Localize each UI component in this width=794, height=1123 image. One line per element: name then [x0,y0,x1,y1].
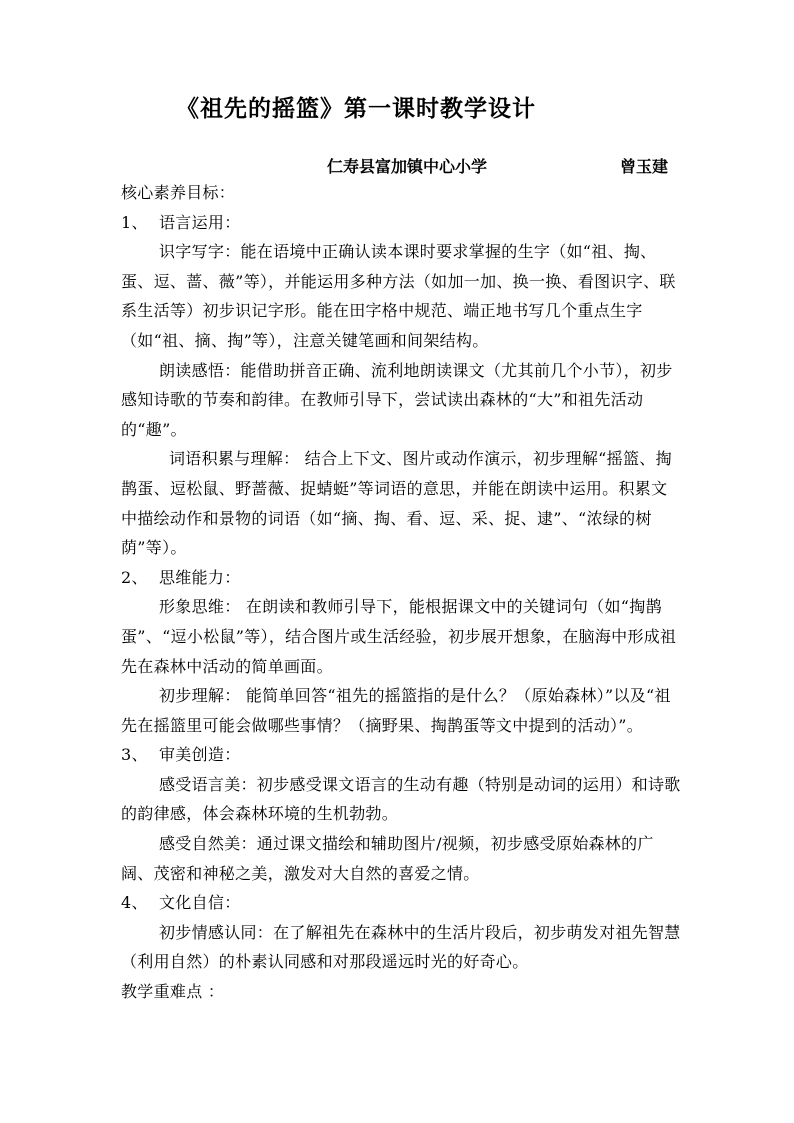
paragraph: 感受自然美：通过课文描绘和辅助图片/视频，初步感受原始森林的广阔、茂密和神秘之美，激发对大自然的喜爱之情。 [121,834,654,883]
section-heading [121,208,681,238]
paragraph: 朗读感悟：能借助拼音正确、流利地朗读课文（尤其前几个小节），初步感知诗歌的节奏和韵律。在教师引导下，尝试读出森林的“大”和祖先活动的“趣”。 [121,360,673,439]
section-heading [121,563,681,593]
section-title: 文化自信： [159,893,241,913]
section-number: 4、 [121,893,148,913]
section-heading [121,740,681,770]
section-number: 2、 [121,567,148,587]
document-title: 《祖先的摇篮》第一课时教学设计 [176,95,536,122]
section-title: 思维能力： [159,567,241,587]
paragraph: 初步情感认同：在了解祖先在森林中的生活片段后，初步萌发对祖先智慧（利用自然）的朴素认同感和对那段遥远时光的好奇心。 [121,922,681,972]
paragraph: 感受语言美：初步感受课文语言的生动有趣（特别是动词的运用）和诗歌的韵律感，体会森林环境的生机勃勃。 [121,774,681,824]
section-number: 3、 [121,745,148,765]
paragraph: 识字写字：能在语境中正确认读本课时要求掌握的生字（如“祖、掏、蛋、逗、蔷、薇”等），并能运用多种方法（如加一加、换一换、看图识字、联系生活等）初步识记字形。能在田字格中规范、端正地书写几个重点生字（如“祖、摘、掏”等），注意关键笔画和间架结构。 [121,242,676,350]
core-goals-heading: 核心素养目标： [121,183,236,202]
key-points-heading: 教学重难点 ： [121,982,225,1002]
school-name: 仁寿县富加镇中心小学 [327,157,488,176]
paragraph: 形象思维： 在朗读和教师引导下，能根据课文中的关键词句（如“掏鹊蛋”、“逗小松鼠”等），结合图片或生活经验，初步展开想象，在脑海中形成祖先在森林中活动的简单画面。 [121,597,677,676]
section-title: 语言运用： [159,212,241,232]
document-body [121,178,681,1007]
section-heading [121,888,681,918]
author-name: 曾玉建 [620,157,669,176]
section-title: 审美创造： [159,745,241,765]
paragraph: 词语积累与理解： 结合上下文、图片或动作演示，初步理解“摇篮、掏鹊蛋、逗松鼠、野蔷薇、捉蜻蜓”等词语的意思，并能在朗读中运用。积累文中描绘动作和景物的词语（如“摘、掏、看、逗、采、捉、逮”、“浓绿的树荫”等）。 [121,449,672,558]
paragraph: 初步理解： 能简单回答“祖先的摇篮指的是什么？（原始森林）”以及“祖先在摇篮里可能会做哪些事情？（摘野果、掏鹊蛋等文中提到的活动）”。 [121,686,671,735]
section-number: 1、 [121,212,148,232]
